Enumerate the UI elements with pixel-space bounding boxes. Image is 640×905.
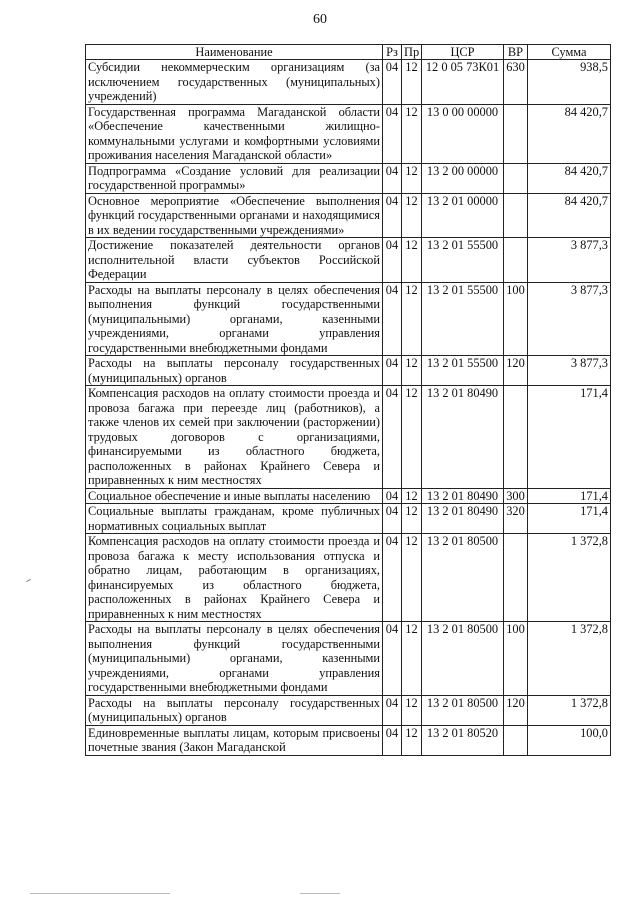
row-csr: 13 2 01 80490 [422, 386, 504, 489]
row-csr: 13 2 01 55500 [422, 238, 504, 283]
row-name: Компенсация расходов на оплату стоимости проезда и провоза багажа при переезде лиц (работников), а также членов их семей при заключении (расторжении) трудовых договоров с организациями, финансируемыми из областного бюджета, расположенных в районах Крайнего Севера и приравненных к ним местностях [86, 386, 383, 489]
row-rz: 04 [383, 504, 402, 534]
row-vr: 300 [504, 488, 528, 504]
row-csr: 13 2 01 80500 [422, 695, 504, 725]
row-vr [504, 163, 528, 193]
row-sum: 100,0 [528, 725, 611, 755]
row-vr [504, 193, 528, 238]
row-csr: 12 0 05 73К01 [422, 60, 504, 105]
row-name: Государственная программа Магаданской области «Обеспечение качественными жилищно-коммунальными услугами и комфортными условиями проживания населения Магаданской области» [86, 104, 383, 163]
row-vr: 320 [504, 504, 528, 534]
row-vr: 630 [504, 60, 528, 105]
row-pr: 12 [402, 238, 422, 283]
scan-mark [26, 579, 31, 582]
row-pr: 12 [402, 282, 422, 356]
table-row [86, 282, 611, 356]
table-row [86, 622, 611, 696]
row-pr: 12 [402, 163, 422, 193]
header-csr: ЦСР [422, 45, 504, 60]
row-name: Компенсация расходов на оплату стоимости проезда и провоза багажа к месту использования отпуска и обратно лицам, работающим в организациях, финансируемых из областного бюджета, расположенных в районах Крайнего Севера и приравненных к ним местностях [86, 534, 383, 622]
table-row [86, 725, 611, 755]
row-rz: 04 [383, 356, 402, 386]
header-pr: Пр [402, 45, 422, 60]
row-rz: 04 [383, 488, 402, 504]
row-pr: 12 [402, 104, 422, 163]
row-csr: 13 2 01 00000 [422, 193, 504, 238]
table-row [86, 504, 611, 534]
row-name: Единовременные выплаты лицам, которым присвоены почетные звания (Закон Магаданской [86, 725, 383, 755]
row-csr: 13 2 01 55500 [422, 356, 504, 386]
row-csr: 13 2 01 80490 [422, 488, 504, 504]
page-number: 60 [313, 12, 327, 27]
row-name: Расходы на выплаты персоналу в целях обеспечения выполнения функций государственными (муниципальными) органами, казенными учреждениями, органами управления государственными внебюджетными фондами [86, 282, 383, 356]
row-rz: 04 [383, 534, 402, 622]
row-vr: 100 [504, 282, 528, 356]
header-vr: ВР [504, 45, 528, 60]
row-name: Расходы на выплаты персоналу в целях обеспечения выполнения функций государственными (муниципальными) органами, казенными учреждениями, органами управления государственными внебюджетными фондами [86, 622, 383, 696]
table-row [86, 356, 611, 386]
row-pr: 12 [402, 504, 422, 534]
row-name: Расходы на выплаты персоналу государственных (муниципальных) органов [86, 356, 383, 386]
header-name: Наименование [86, 45, 383, 60]
table-row [86, 386, 611, 489]
row-rz: 04 [383, 163, 402, 193]
row-name: Социальные выплаты гражданам, кроме публичных нормативных социальных выплат [86, 504, 383, 534]
row-name: Основное мероприятие «Обеспечение выполнения функций государственными органами и находящимися в их ведении государственными учреждениями» [86, 193, 383, 238]
row-vr: 100 [504, 622, 528, 696]
row-pr: 12 [402, 386, 422, 489]
row-pr: 12 [402, 725, 422, 755]
table-row [86, 238, 611, 283]
table-row [86, 534, 611, 622]
row-rz: 04 [383, 193, 402, 238]
table-header-row [86, 45, 611, 60]
row-csr: 13 2 01 80490 [422, 504, 504, 534]
row-sum: 1 372,8 [528, 695, 611, 725]
row-rz: 04 [383, 282, 402, 356]
row-sum: 3 877,3 [528, 238, 611, 283]
row-sum: 84 420,7 [528, 193, 611, 238]
table-row [86, 488, 611, 504]
row-sum: 938,5 [528, 60, 611, 105]
row-pr: 12 [402, 356, 422, 386]
row-vr [504, 104, 528, 163]
row-name: Подпрограмма «Создание условий для реализации государственной программы» [86, 163, 383, 193]
row-rz: 04 [383, 104, 402, 163]
row-vr [504, 725, 528, 755]
row-name: Расходы на выплаты персоналу государственных (муниципальных) органов [86, 695, 383, 725]
row-sum: 3 877,3 [528, 356, 611, 386]
table-row [86, 163, 611, 193]
row-csr: 13 2 01 80500 [422, 534, 504, 622]
row-pr: 12 [402, 60, 422, 105]
row-csr: 13 2 01 55500 [422, 282, 504, 356]
row-pr: 12 [402, 695, 422, 725]
row-pr: 12 [402, 488, 422, 504]
row-rz: 04 [383, 725, 402, 755]
table-row [86, 193, 611, 238]
scan-mark [30, 893, 170, 894]
row-pr: 12 [402, 534, 422, 622]
scan-mark [300, 893, 340, 894]
header-rz: Рз [383, 45, 402, 60]
row-sum: 3 877,3 [528, 282, 611, 356]
row-vr [504, 238, 528, 283]
table-row [86, 695, 611, 725]
row-csr: 13 2 00 00000 [422, 163, 504, 193]
row-rz: 04 [383, 622, 402, 696]
row-pr: 12 [402, 622, 422, 696]
row-vr [504, 386, 528, 489]
row-rz: 04 [383, 695, 402, 725]
row-csr: 13 2 01 80500 [422, 622, 504, 696]
row-rz: 04 [383, 238, 402, 283]
row-sum: 171,4 [528, 488, 611, 504]
table-row [86, 60, 611, 105]
row-csr: 13 2 01 80520 [422, 725, 504, 755]
row-sum: 84 420,7 [528, 163, 611, 193]
header-sum: Сумма [528, 45, 611, 60]
row-name: Субсидии некоммерческим организациям (за исключением государственных (муниципальных) учреждений) [86, 60, 383, 105]
budget-table [85, 44, 611, 756]
row-rz: 04 [383, 386, 402, 489]
table-row [86, 104, 611, 163]
row-csr: 13 0 00 00000 [422, 104, 504, 163]
row-sum: 171,4 [528, 504, 611, 534]
row-vr: 120 [504, 356, 528, 386]
row-sum: 1 372,8 [528, 534, 611, 622]
row-sum: 84 420,7 [528, 104, 611, 163]
row-sum: 1 372,8 [528, 622, 611, 696]
row-name: Достижение показателей деятельности органов исполнительной власти субъектов Российской Федерации [86, 238, 383, 283]
row-rz: 04 [383, 60, 402, 105]
row-vr [504, 534, 528, 622]
row-sum: 171,4 [528, 386, 611, 489]
row-pr: 12 [402, 193, 422, 238]
row-vr: 120 [504, 695, 528, 725]
row-name: Социальное обеспечение и иные выплаты населению [86, 488, 383, 504]
